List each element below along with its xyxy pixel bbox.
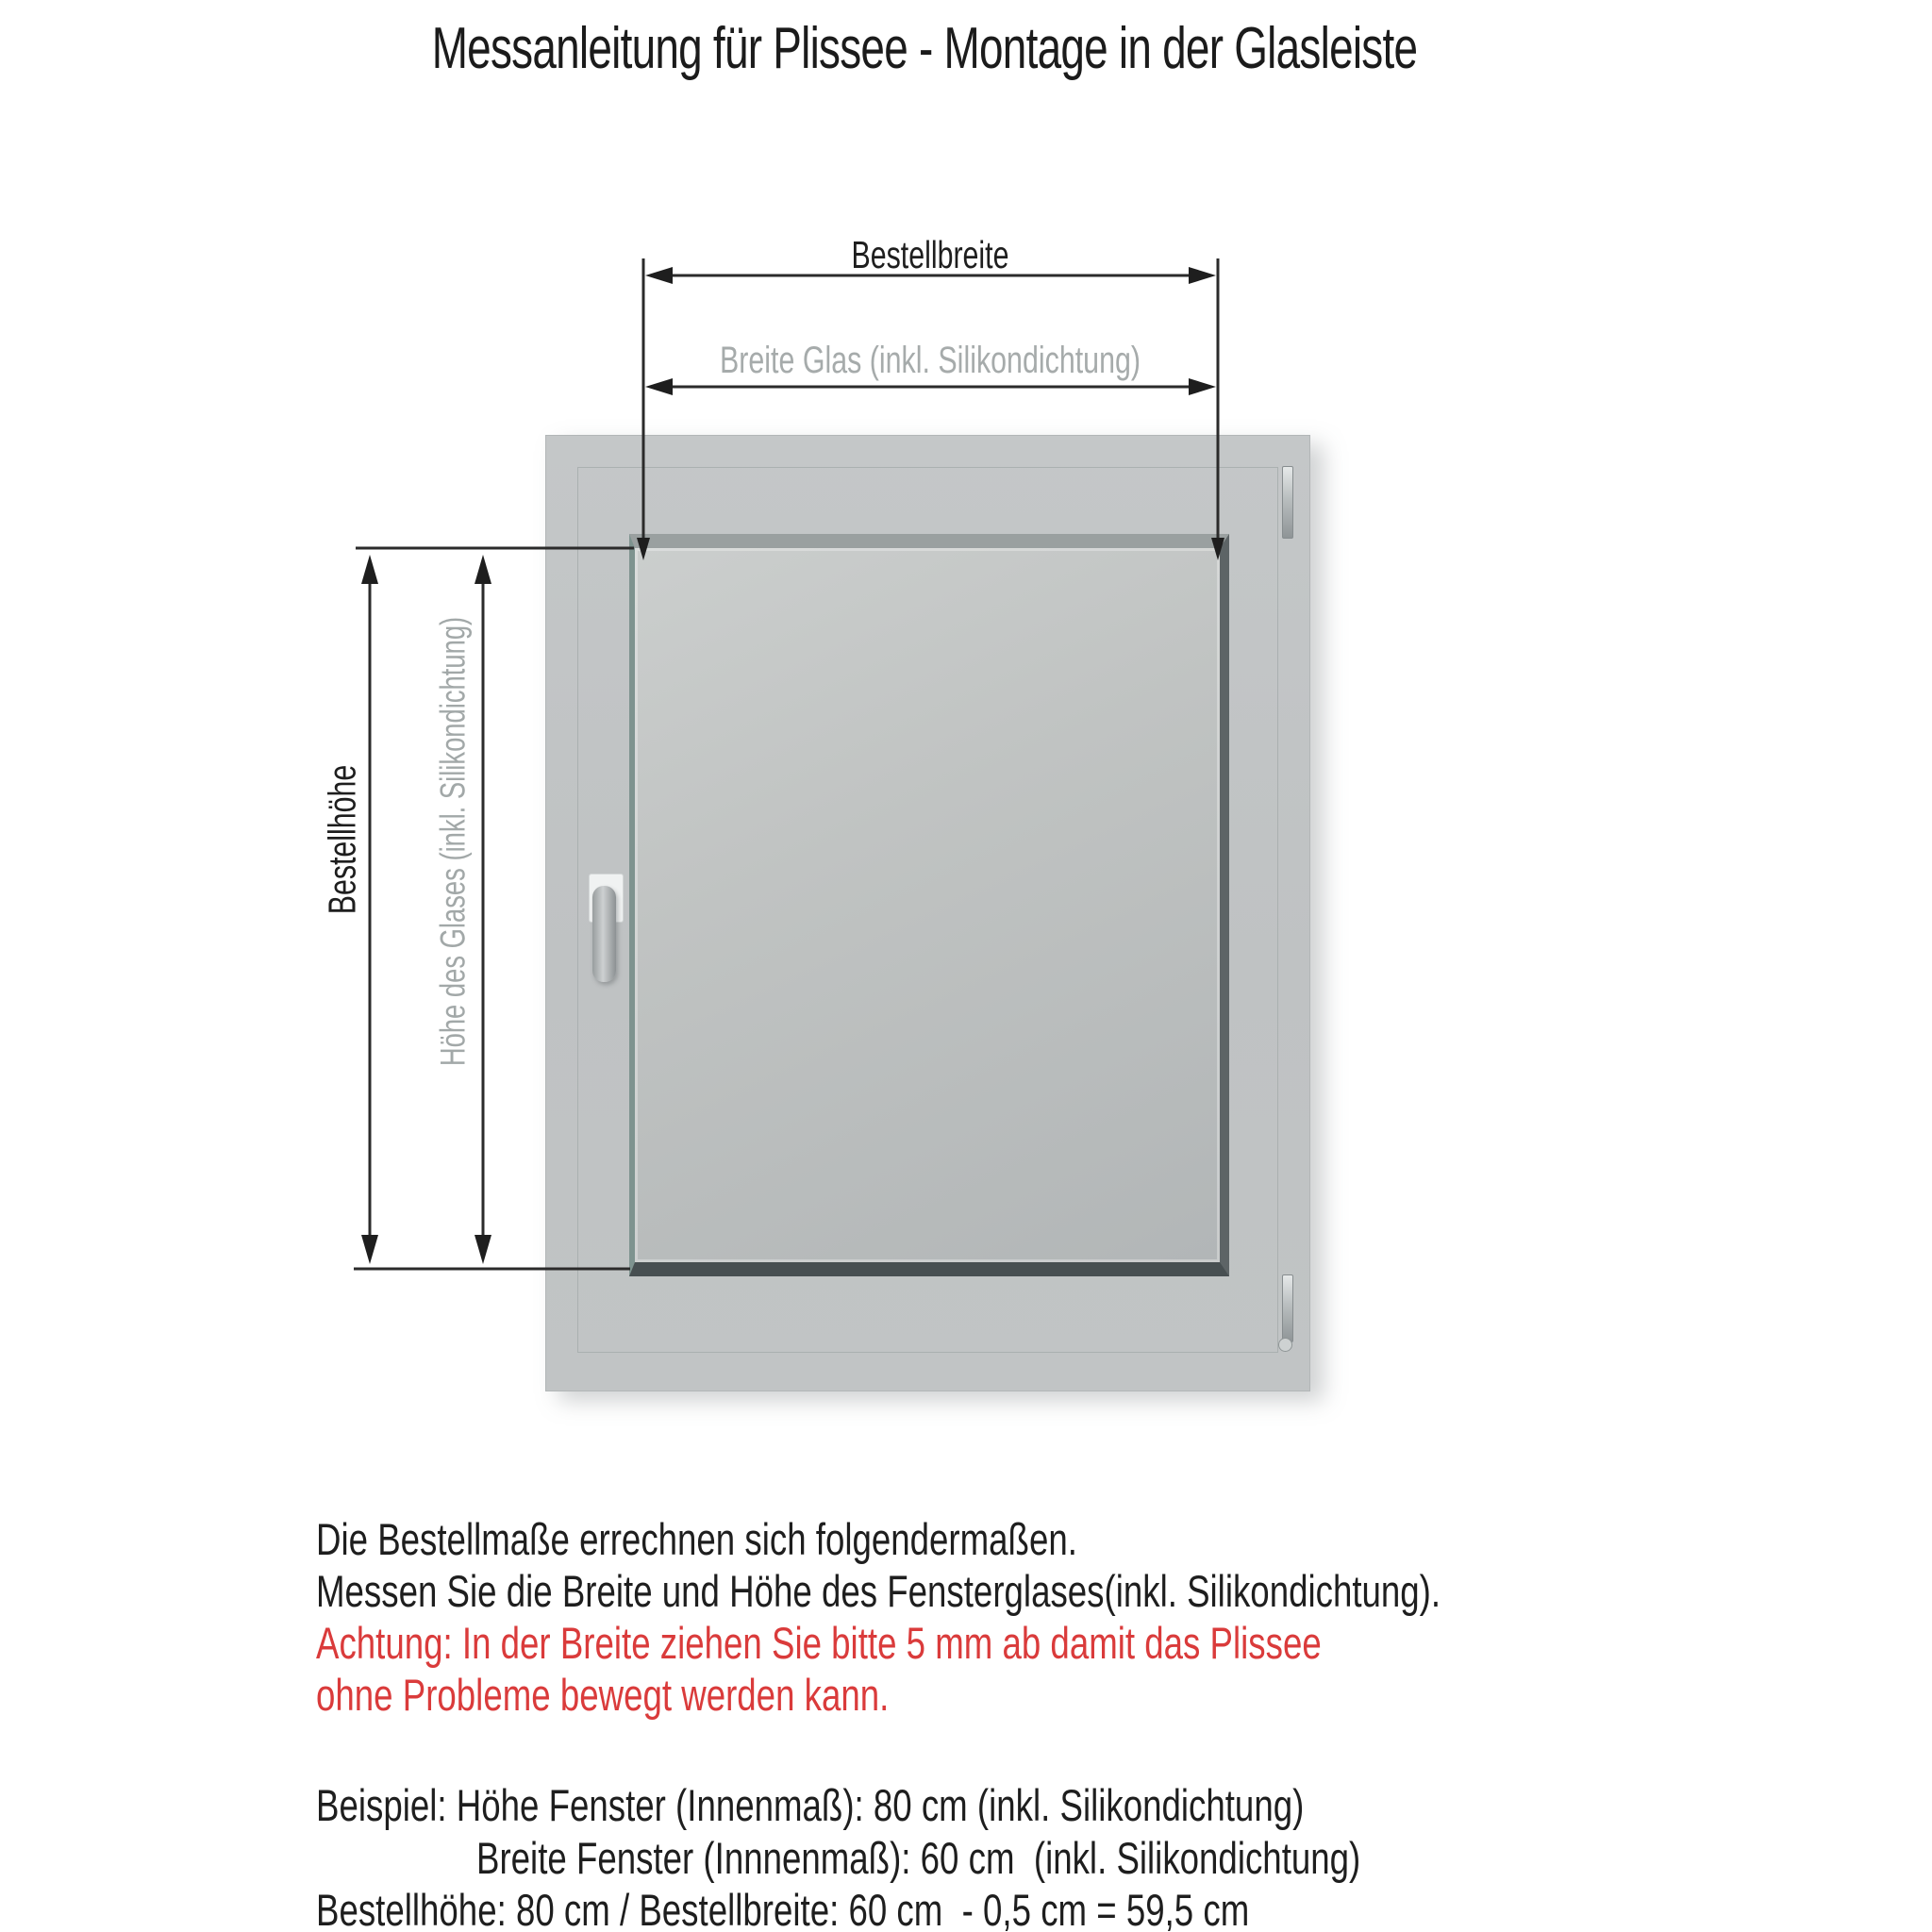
window-hinge-screw [1278, 1338, 1292, 1352]
order-height-label: Bestellhöhe [320, 764, 364, 915]
window-illustration [545, 435, 1310, 1391]
instruction-intro-line1: Die Bestellmaße errechnen sich folgendermaßen. [316, 1514, 1077, 1564]
instruction-warning-line2: ohne Probleme bewegt werden kann. [316, 1670, 890, 1720]
window-glass-pane [629, 534, 1229, 1276]
glass-height-arrow [475, 555, 491, 1264]
glass-height-label: Höhe des Glases (inkl. Silikondichtung) [433, 616, 473, 1067]
example-result-line: Bestellhöhe: 80 cm / Bestellbreite: 60 cm - 0,5 cm = 59,5 cm [316, 1885, 1250, 1932]
example-width-line: Breite Fenster (Innnenmaß): 60 cm (inkl. Silikondichtung) [476, 1833, 1361, 1883]
order-height-arrow [361, 555, 378, 1264]
page-title: Messanleitung für Plissee - Montage in der Glasleiste [431, 16, 1418, 81]
instruction-intro-line2: Messen Sie die Breite und Höhe des Fensterglases(inkl. Silikondichtung). [316, 1566, 1441, 1616]
window-hinge-bottom [1282, 1274, 1293, 1342]
window-hinge-top [1282, 466, 1293, 539]
order-width-label: Bestellbreite [851, 233, 1009, 276]
window-handle [592, 886, 616, 982]
example-height-line: Beispiel: Höhe Fenster (Innenmaß): 80 cm (inkl. Silikondichtung) [316, 1780, 1305, 1830]
glass-width-label: Breite Glas (inkl. Silikondichtung) [719, 340, 1141, 381]
instruction-warning-line1: Achtung: In der Breite ziehen Sie bitte 5 mm ab damit das Plissee [316, 1618, 1322, 1668]
